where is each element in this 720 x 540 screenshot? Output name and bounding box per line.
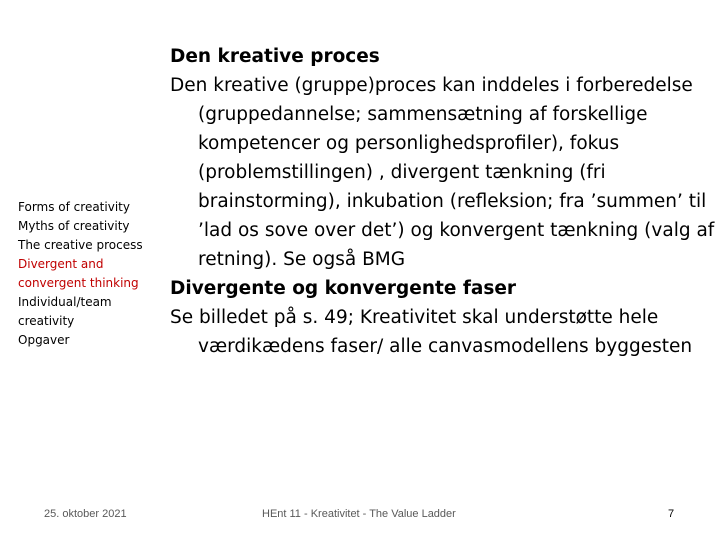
footer-title: HEnt 11 - Kreativitet - The Value Ladder (262, 508, 456, 520)
slide-content (170, 42, 715, 361)
footer-date: 25. oktober 2021 (44, 508, 127, 520)
sidebar-item-creative-process[interactable]: The creative process (18, 238, 143, 252)
sidebar-item-individual-team[interactable]: Individual/team creativity (18, 295, 112, 328)
heading-faser: Divergente og konvergente faser (170, 278, 517, 299)
paragraph-faser: Se billedet på s. 49; Kreativitet skal understøtte hele værdikædens faser/ alle canvasmodellens byggesten (170, 307, 693, 357)
sidebar-item-myths-of-creativity[interactable]: Myths of creativity (18, 219, 130, 233)
sidebar-outline (18, 198, 158, 350)
sidebar-item-opgaver[interactable]: Opgaver (18, 333, 70, 347)
sidebar-item-forms-of-creativity[interactable]: Forms of creativity (18, 200, 130, 214)
sidebar-item-divergent-convergent[interactable]: Divergent and convergent thinking (18, 257, 139, 290)
paragraph-kreative-proces: Den kreative (gruppe)proces kan inddeles i forberedelse (gruppedannelse; sammensætning af forskellige kompetencer og personlighedsprofiler), fokus (problemstillingen) , divergent tænkning (fri brainstorming), inkubation (refleksion; fra ’summen’ til ’lad os sove over det’) og konvergent tænkning (valg af retning). Se også BMG (170, 75, 715, 270)
heading-kreative-proces: Den kreative proces (170, 46, 380, 67)
footer-page-number: 7 (668, 508, 675, 520)
